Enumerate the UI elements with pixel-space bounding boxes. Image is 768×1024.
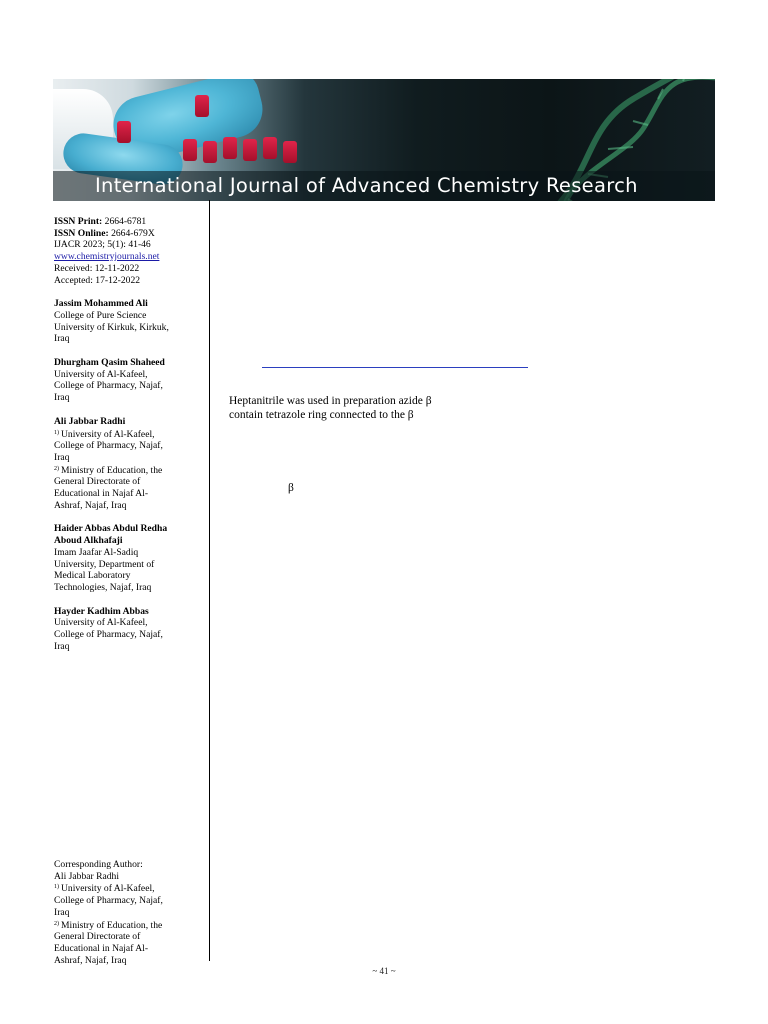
affiliation-line: Medical Laboratory <box>54 570 131 582</box>
corresponding-author <box>54 859 194 966</box>
journal-website-link[interactable]: www.chemistryjournals.net <box>54 251 160 263</box>
affiliation-line: Educational in Najaf Al- <box>54 942 149 954</box>
received-date: Received: 12-11-2022 <box>54 262 140 274</box>
issn-print: ISSN Print: 2664-6781 <box>54 216 147 227</box>
corresponding-name: Ali Jabbar Radhi <box>54 870 120 882</box>
beta-symbol: β <box>288 482 294 494</box>
article-sidebar <box>54 216 194 653</box>
column-divider <box>209 200 210 961</box>
test-tube-icon <box>223 137 237 159</box>
article-meta <box>54 216 194 286</box>
author-name: Haider Abbas Abdul Redha <box>54 523 168 535</box>
affiliation-line: $^{2)}$ Ministry of Education, the <box>54 919 163 931</box>
citation: IJACR 2023; 5(1): 41-46 <box>54 239 151 251</box>
affiliation-line: Iraq <box>54 451 70 463</box>
author-name: Ali Jabbar Radhi <box>54 415 126 427</box>
affiliation-line: College of Pure Science <box>54 309 147 321</box>
test-tube-icon <box>263 137 277 159</box>
test-tube-icon <box>243 139 257 161</box>
affiliation-line: College of Pharmacy, Najaf, <box>54 629 163 641</box>
affiliation-line: $^{1)}$ University of Al-Kafeel, <box>54 428 155 440</box>
affiliation-line: Iraq <box>54 640 70 652</box>
affiliation-line: University of Al-Kafeel, <box>54 617 148 629</box>
author-name: Jassim Mohammed Ali <box>54 298 148 310</box>
affiliation-line: College of Pharmacy, Najaf, <box>54 440 163 452</box>
affiliation-line: Educational in Najaf Al- <box>54 488 149 500</box>
affiliation-line: Imam Jaafar Al-Sadiq <box>54 546 139 558</box>
abstract-line: contain tetrazole ring connected to the β <box>229 408 414 421</box>
affiliation-line: Ashraf, Najaf, Iraq <box>54 499 127 511</box>
test-tube-icon <box>183 139 197 161</box>
author-name: Hayder Kadhim Abbas <box>54 605 149 617</box>
author-block <box>54 606 194 653</box>
author-name-cont: Aboud Alkhafaji <box>54 535 123 547</box>
affiliation-line: General Directorate of <box>54 931 141 943</box>
corresponding-label: Corresponding Author: <box>54 859 143 870</box>
hyperlink-underline[interactable] <box>262 367 528 368</box>
test-tube-icon <box>195 95 209 117</box>
affiliation-line: Iraq <box>54 906 70 918</box>
test-tube-icon <box>203 141 217 163</box>
affiliation-line: University of Al-Kafeel, <box>54 368 148 380</box>
issn-online: ISSN Online: 2664-679X <box>54 227 155 239</box>
affiliation-line: University of Kirkuk, Kirkuk, <box>54 321 169 333</box>
affiliation-line: Ashraf, Najaf, Iraq <box>54 954 127 966</box>
journal-banner <box>53 79 715 201</box>
affiliation-line: General Directorate of <box>54 476 141 488</box>
abstract-line: Heptanitrile was used in preparation azide β <box>229 395 432 407</box>
affiliation-line: $^{2)}$ Ministry of Education, the <box>54 464 163 476</box>
accepted-date: Accepted: 17-12-2022 <box>54 274 141 286</box>
author-block <box>54 416 194 512</box>
journal-title: International Journal of Advanced Chemistry Research <box>95 174 638 197</box>
author-block <box>54 298 194 345</box>
affiliation-line: $^{1)}$ University of Al-Kafeel, <box>54 883 155 895</box>
page-number: ~ 41 ~ <box>372 966 396 976</box>
affiliation-line: College of Pharmacy, Najaf, <box>54 380 163 392</box>
author-block <box>54 357 194 404</box>
author-name: Dhurgham Qasim Shaheed <box>54 357 165 369</box>
abstract-text <box>229 395 444 422</box>
test-tube-icon <box>117 121 131 143</box>
affiliation-line: Iraq <box>54 392 70 404</box>
test-tube-icon <box>283 141 297 163</box>
affiliation-line: College of Pharmacy, Najaf, <box>54 895 163 907</box>
affiliation-line: University, Department of <box>54 558 155 570</box>
affiliation-line: Iraq <box>54 333 70 345</box>
affiliation-line: Technologies, Najaf, Iraq <box>54 581 152 593</box>
author-block <box>54 523 194 593</box>
